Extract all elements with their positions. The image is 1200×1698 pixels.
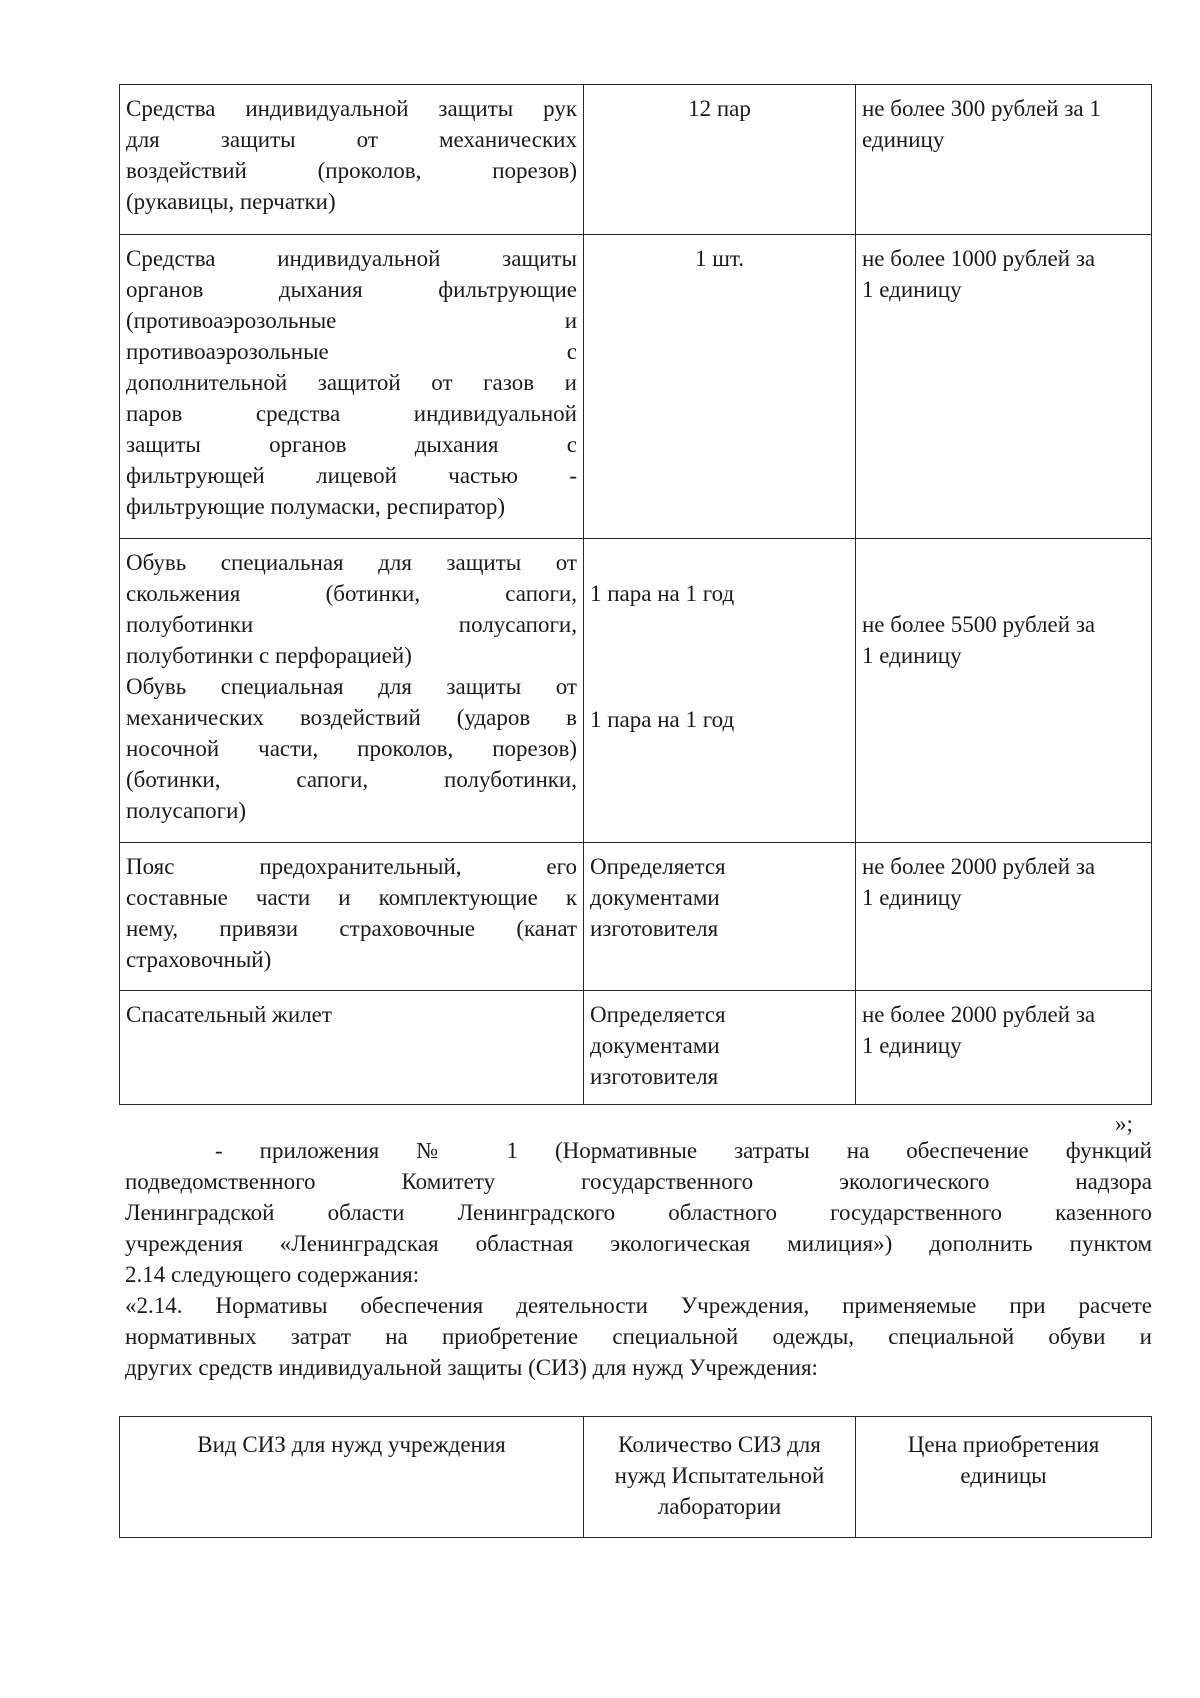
siz-qty-cell: 1 пара на 1 год 1 пара на 1 год [584, 539, 856, 843]
siz-qty-cell: Определяется документами изготовителя [584, 843, 856, 991]
siz-qty-cell: 12 пар [584, 85, 856, 235]
table-row [120, 235, 1152, 539]
quote-closing-mark: »; [1115, 1111, 1133, 1136]
table-row [120, 85, 1152, 235]
siz-price-cell: не более 5500 рублей за 1 единицу [856, 539, 1152, 843]
siz-price-cell: не более 1000 рублей за 1 единицу [856, 235, 1152, 539]
amendment-paragraph: - приложения № 1 (Нормативные затраты на обеспечение функций подведомственного Комитету государственного экологического надзора Ленинградской области Ленинградского областного государственного казенного учреждения «Ленинградская областная экологическая милиция») дополнить пунктом 2.14 следующего содержания: [125, 1138, 1152, 1287]
siz-name-cell: Средства индивидуальной защиты рук для защиты от механических воздействий (проколов, порезов) (рукавицы, перчатки) [120, 85, 584, 235]
table-row [120, 843, 1152, 991]
siz-name-cell: Средства индивидуальной защиты органов дыхания фильтрующие (противоаэрозольные и противоаэрозольные с дополнительной защитой от газов и паров средства индивидуальной защиты органов дыхания с фильтрующей лицевой частью - фильтрующие полумаски, респиратор) [120, 235, 584, 539]
header-unit-price: Цена приобретения единицы [856, 1417, 1152, 1538]
siz-qty-cell: Определяется документами изготовителя [584, 991, 856, 1105]
table-row [120, 991, 1152, 1105]
siz-qty-cell: 1 шт. [584, 235, 856, 539]
siz-price-cell: не более 2000 рублей за 1 единицу [856, 843, 1152, 991]
siz-price-cell: не более 300 рублей за 1 единицу [856, 85, 1152, 235]
clause-2-14-paragraph: «2.14. Нормативы обеспечения деятельности Учреждения, применяемые при расчете нормативных затрат на приобретение специальной одежды, специальной обуви и других средств индивидуальной защиты (СИЗ) для нужд Учреждения: [125, 1293, 1152, 1380]
siz-norms-table [119, 84, 1152, 1105]
siz-name-cell: Обувь специальная для защиты от скольжения (ботинки, сапоги, полуботинки полусапоги, полуботинки с перфорацией) Обувь специальная для защиты от механических воздействий (ударов в носочной части, проколов, порезов) (ботинки, сапоги, полуботинки, полусапоги) [120, 539, 584, 843]
header-siz-quantity: Количество СИЗ для нужд Испытательной лаборатории [584, 1417, 856, 1538]
header-siz-type: Вид СИЗ для нужд учреждения [120, 1417, 584, 1538]
siz-price-cell: не более 2000 рублей за 1 единицу [856, 991, 1152, 1105]
siz-header-table [119, 1416, 1152, 1538]
table-header-row [120, 1417, 1152, 1538]
siz-name-cell: Пояс предохранительный, его составные части и комплектующие к нему, привязи страховочные (канат страховочный) [120, 843, 584, 991]
table-row [120, 539, 1152, 843]
siz-name-cell: Спасательный жилет [120, 991, 584, 1105]
